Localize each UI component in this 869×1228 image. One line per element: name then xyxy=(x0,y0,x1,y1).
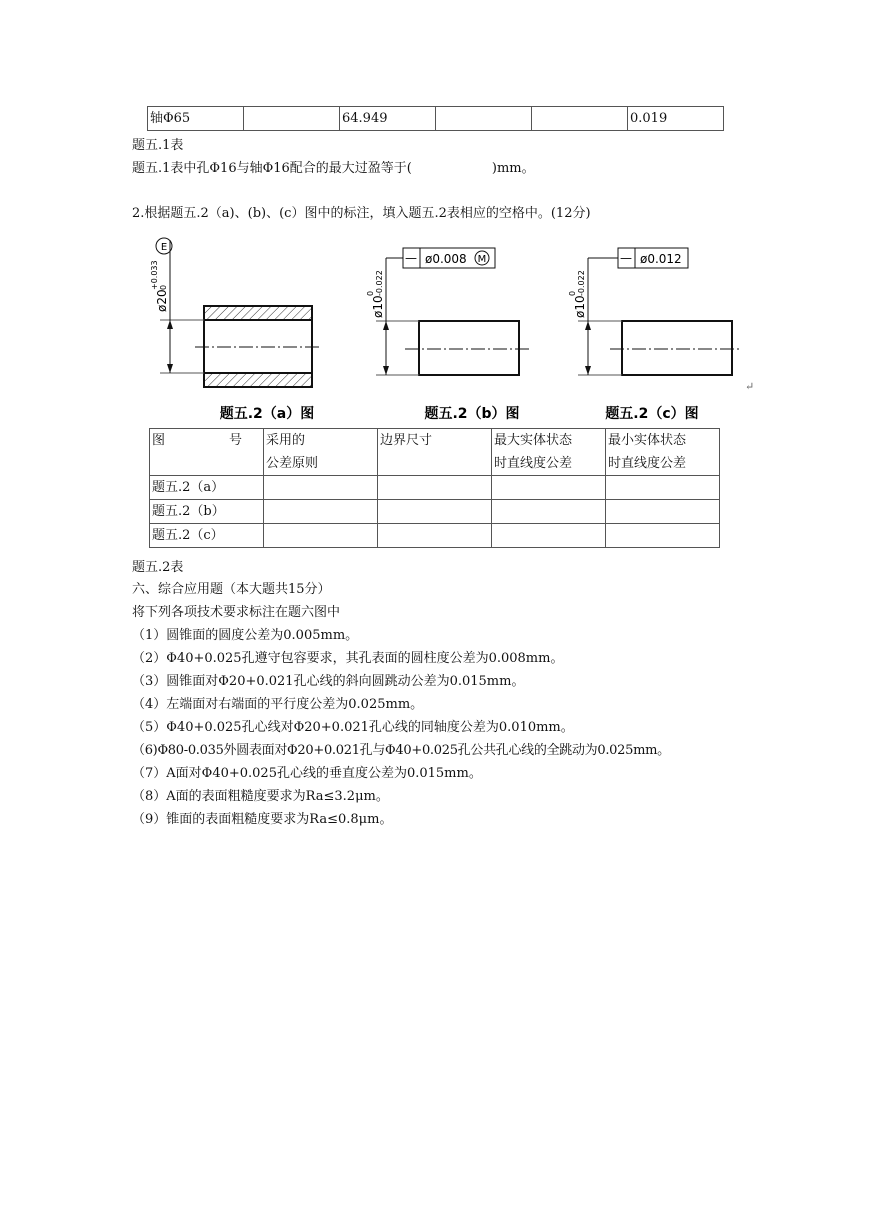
answer-cell xyxy=(378,476,492,500)
table-cell: 0.019 xyxy=(628,107,724,131)
section-6-intro: 将下列各项技术要求标注在题六图中 xyxy=(132,605,341,620)
requirement-item: （5）Φ40+0.025孔心线对Φ20+0.021孔心线的同轴度公差为0.010mm。 xyxy=(132,720,574,735)
dimension-upper: 0 xyxy=(568,290,577,296)
frame-tolerance: ø0.008 xyxy=(425,252,467,266)
header-cell-figure xyxy=(150,429,264,476)
straightness-icon: — xyxy=(405,251,417,265)
answer-cell xyxy=(492,500,606,524)
requirement-item: （2）Φ40+0.025孔遵守包容要求，其孔表面的圆柱度公差为0.008mm。 xyxy=(132,651,564,666)
answer-cell xyxy=(606,476,720,500)
dimension-lower: -0.022 xyxy=(577,270,586,296)
figure-c-drawing xyxy=(568,248,754,422)
answer-cell xyxy=(264,476,378,500)
figure-b-caption: 题五.2（b）图 xyxy=(424,406,520,422)
requirement-item: （1）圆锥面的圆度公差为0.005mm。 xyxy=(132,628,359,643)
table-row xyxy=(150,500,720,524)
table-header-row xyxy=(150,429,720,476)
requirement-item: （4）左端面对右端面的平行度公差为0.025mm。 xyxy=(132,697,424,712)
dimension-lower: -0.022 xyxy=(375,270,384,296)
table-row xyxy=(150,476,720,500)
header-cell: 最大实体状态 时直线度公差 xyxy=(492,429,606,476)
header-cell: 边界尺寸 xyxy=(378,429,492,476)
answer-cell xyxy=(492,524,606,548)
mmc-modifier: M xyxy=(477,254,487,265)
figure-a-caption: 题五.2（a）图 xyxy=(219,406,315,422)
dimension-upper: +0.033 xyxy=(150,260,159,290)
return-mark: ↵ xyxy=(745,380,755,393)
requirement-item: （3）圆锥面对Φ20+0.021孔心线的斜向圆跳动公差为0.015mm。 xyxy=(132,674,525,689)
figure-a-drawing xyxy=(150,238,322,422)
answer-cell xyxy=(492,476,606,500)
table-5-2 xyxy=(149,428,720,548)
figures-5-2 xyxy=(0,0,869,430)
requirement-item: （7）A面对Φ40+0.025孔心线的垂直度公差为0.015mm。 xyxy=(132,766,482,781)
answer-cell xyxy=(378,500,492,524)
requirement-item: （8）A面的表面粗糙度要求为Ra≤3.2μm。 xyxy=(132,789,389,804)
envelope-symbol: E xyxy=(160,242,168,253)
straightness-icon: — xyxy=(620,251,632,265)
row-label: 题五.2（a） xyxy=(150,476,264,500)
dimension-main: ø10 xyxy=(371,295,385,318)
dimension-lower: 0 xyxy=(159,284,168,290)
table-cell: 轴Φ65 xyxy=(148,107,244,131)
row-label: 题五.2（c） xyxy=(150,524,264,548)
table-row xyxy=(150,524,720,548)
table-caption: 题五.2表 xyxy=(132,560,184,575)
table-cell: 64.949 xyxy=(340,107,436,131)
dimension-main: ø20 xyxy=(155,289,169,312)
figure-b-drawing xyxy=(366,248,530,422)
frame-tolerance: ø0.012 xyxy=(640,252,682,266)
header-cell: 最小实体状态 时直线度公差 xyxy=(606,429,720,476)
question-5-2-prompt: 2.根据题五.2（a)、(b)、(c）图中的标注，填入题五.2表相应的空格中。(12分) xyxy=(132,206,591,221)
sentence-end: )mm。 xyxy=(491,161,535,176)
answer-cell xyxy=(606,500,720,524)
row-label: 题五.2（b） xyxy=(150,500,264,524)
dimension-main: ø10 xyxy=(573,295,587,318)
header-cell: 采用的 公差原则 xyxy=(264,429,378,476)
requirement-item: （6)Φ80-0.035外圆表面对Φ20+0.021孔与Φ40+0.025孔公共孔心线的全跳动为0.025mm。 xyxy=(132,743,670,758)
answer-cell xyxy=(264,524,378,548)
sentence-start: 题五.1表中孔Φ16与轴Φ16配合的最大过盈等于( xyxy=(132,161,412,176)
requirement-item: （9）锥面的表面粗糙度要求为Ra≤0.8μm。 xyxy=(132,812,393,827)
section-6-title: 六、综合应用题（本大题共15分） xyxy=(132,582,331,597)
dimension-upper: 0 xyxy=(366,290,375,296)
header-figure-char1: 图 xyxy=(152,433,166,448)
figure-c-caption: 题五.2（c）图 xyxy=(605,406,699,422)
answer-cell xyxy=(264,500,378,524)
header-figure-char2: 号 xyxy=(229,433,243,448)
answer-cell xyxy=(378,524,492,548)
answer-cell xyxy=(606,524,720,548)
table-caption: 题五.1表 xyxy=(132,138,184,153)
